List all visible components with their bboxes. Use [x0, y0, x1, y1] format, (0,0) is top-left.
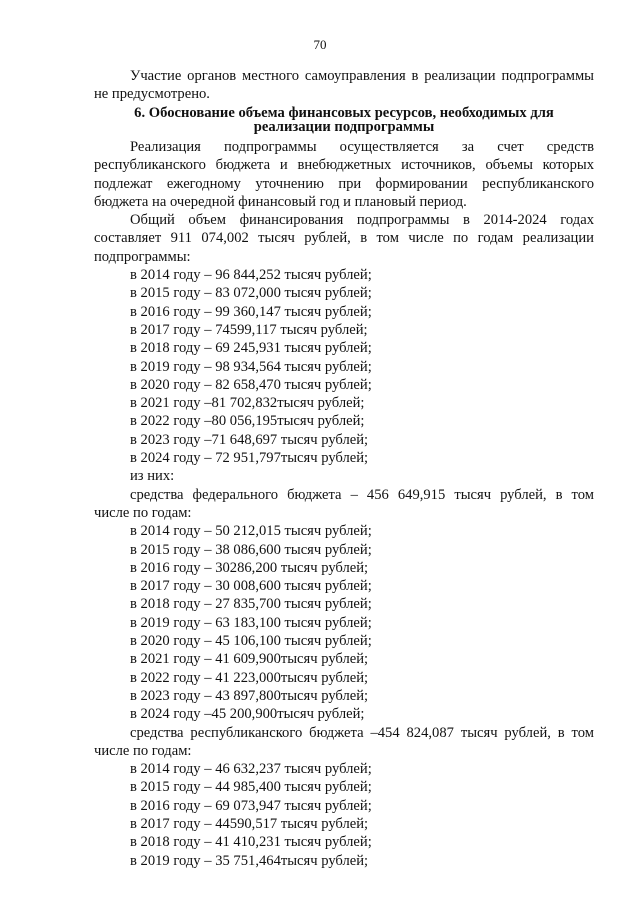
- list-item: в 2020 году – 45 106,100 тысяч рублей;: [130, 633, 372, 650]
- paragraph-line: средства республиканского бюджета –454 824,087 тысяч рублей, в том: [130, 724, 594, 741]
- total-funding-by-year-list: [94, 266, 594, 486]
- list-item: в 2018 году – 27 835,700 тысяч рублей;: [130, 596, 372, 613]
- list-item: в 2023 году – 43 897,800тысяч рублей;: [130, 687, 369, 704]
- list-item: в 2020 году – 82 658,470 тысяч рублей;: [130, 376, 372, 393]
- list-item: из них:: [130, 468, 175, 485]
- list-item: в 2024 году –45 200,900тысяч рублей;: [130, 706, 365, 723]
- list-item: в 2017 году – 74599,117 тысяч рублей;: [130, 321, 368, 338]
- list-item: в 2014 году – 50 212,015 тысяч рублей;: [130, 523, 372, 540]
- republic-budget-paragraph: [94, 724, 594, 761]
- paragraph-line: составляет 911 074,002 тысяч рублей, в том числе по годам реализации: [94, 230, 594, 247]
- paragraph-line: числе по годам:: [94, 742, 192, 759]
- list-item: в 2017 году – 30 008,600 тысяч рублей;: [130, 578, 372, 595]
- page-number: 70: [313, 37, 327, 52]
- list-item: в 2022 году – 41 223,000тысяч рублей;: [130, 669, 369, 686]
- funding-sources-paragraph: [94, 138, 594, 211]
- list-item: в 2016 году – 69 073,947 тысяч рублей;: [130, 797, 372, 814]
- section-heading-line-1: 6. Обоснование объема финансовых ресурсов, необходимых для: [134, 104, 554, 121]
- paragraph-line: бюджета на очередной финансовый год и плановый период.: [94, 193, 467, 210]
- total-funding-paragraph: [94, 211, 594, 266]
- list-item: в 2018 году – 41 410,231 тысяч рублей;: [130, 834, 372, 851]
- list-item: в 2014 году – 46 632,237 тысяч рублей;: [130, 761, 372, 778]
- paragraph-line: Общий объем финансирования подпрограммы в 2014-2024 годах: [130, 212, 594, 229]
- list-item: в 2023 году –71 648,697 тысяч рублей;: [130, 431, 369, 448]
- section-heading: [94, 106, 594, 134]
- paragraph-line: числе по годам:: [94, 504, 192, 521]
- list-item: в 2014 году – 96 844,252 тысяч рублей;: [130, 267, 372, 284]
- list-item: в 2015 году – 38 086,600 тысяч рублей;: [130, 541, 372, 558]
- section-heading-line-2: реализации подпрограммы: [253, 118, 435, 135]
- list-item: в 2015 году – 83 072,000 тысяч рублей;: [130, 285, 372, 302]
- list-item: в 2019 году – 98 934,564 тысяч рублей;: [130, 358, 372, 375]
- list-item: в 2017 году – 44590,517 тысяч рублей;: [130, 815, 369, 832]
- republic-funding-by-year-list: [94, 760, 594, 870]
- list-item: в 2018 году – 69 245,931 тысяч рублей;: [130, 340, 372, 357]
- federal-budget-paragraph: [94, 486, 594, 523]
- intro-line-2: не предусмотрено.: [94, 86, 210, 103]
- list-item: в 2021 году – 41 609,900тысяч рублей;: [130, 651, 369, 668]
- intro-line-1: Участие органов местного самоуправления в реализации подпрограммы: [130, 68, 594, 84]
- paragraph-line: средства федерального бюджета – 456 649,915 тысяч рублей, в том: [130, 486, 594, 503]
- paragraph-line: подпрограммы:: [94, 248, 191, 265]
- paragraph-line: республиканского бюджета и внебюджетных источников, объемы которых: [94, 157, 594, 174]
- list-item: в 2024 году – 72 951,797тысяч рублей;: [130, 450, 369, 467]
- list-item: в 2019 году – 35 751,464тысяч рублей;: [130, 852, 369, 869]
- document-body: [94, 67, 594, 870]
- list-item: в 2019 году – 63 183,100 тысяч рублей;: [130, 614, 372, 631]
- list-item: в 2016 году – 99 360,147 тысяч рублей;: [130, 303, 372, 320]
- paragraph-line: Реализация подпрограммы осуществляется за счет средств: [130, 139, 594, 155]
- list-item: в 2016 году – 30286,200 тысяч рублей;: [130, 559, 369, 576]
- list-item: в 2021 году –81 702,832тысяч рублей;: [130, 395, 365, 412]
- list-item: в 2022 году –80 056,195тысяч рублей;: [130, 413, 365, 430]
- federal-funding-by-year-list: [94, 522, 594, 723]
- paragraph-line: подлежат ежегодному уточнению при формировании республиканского: [94, 175, 594, 192]
- list-item: в 2015 году – 44 985,400 тысяч рублей;: [130, 779, 372, 796]
